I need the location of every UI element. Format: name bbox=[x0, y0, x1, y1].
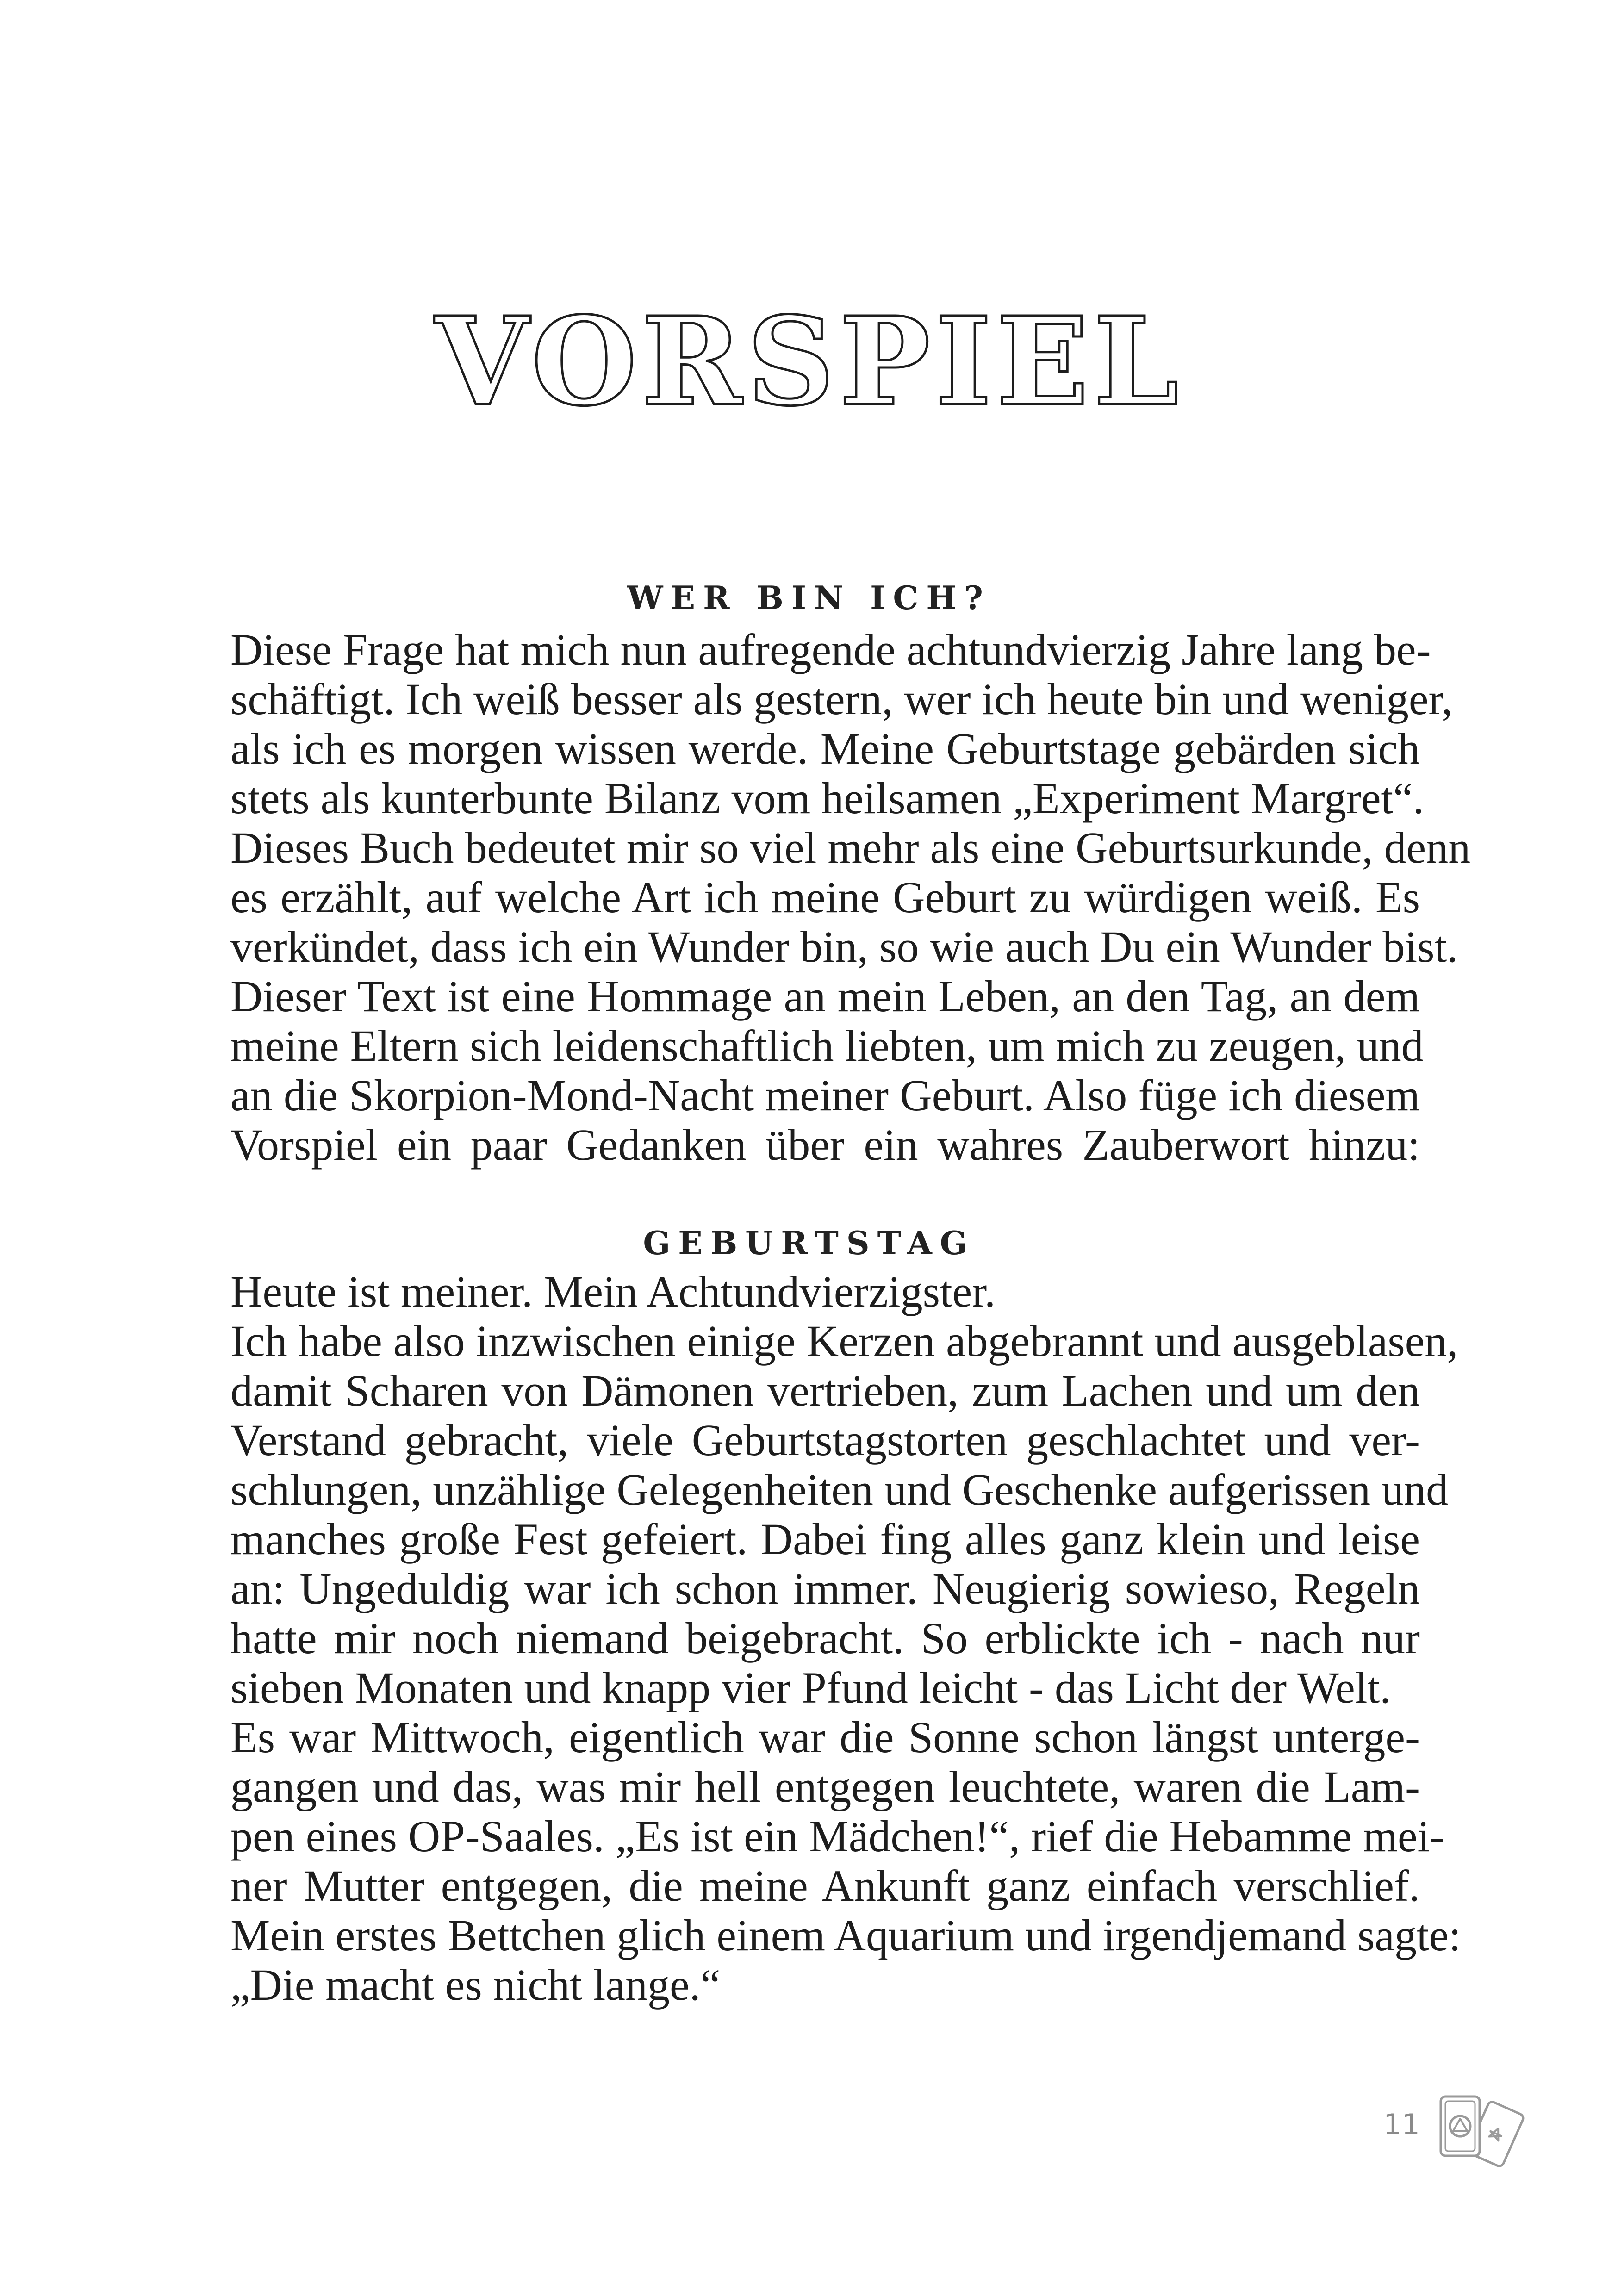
text-line: Es war Mittwoch, eigentlich war die Sonne schon längst unterge- bbox=[230, 1712, 1420, 1762]
text-line: an: Ungeduldig war ich schon immer. Neugierig sowieso, Regeln bbox=[230, 1564, 1420, 1613]
text-line: sieben Monaten und knapp vier Pfund leicht - das Licht der Welt. bbox=[230, 1663, 1391, 1712]
page-number: 11 bbox=[1383, 2108, 1420, 2141]
text-line: gangen und das, was mir hell entgegen leuchtete, waren die Lam- bbox=[230, 1762, 1420, 1811]
text-line: Mein erstes Bettchen glich einem Aquarium und irgendjemand sagte: bbox=[230, 1910, 1461, 1960]
text-line: Heute ist meiner. Mein Achtundvierzigster. bbox=[230, 1267, 996, 1316]
text-line: Ich habe also inzwischen einige Kerzen abgebrannt und ausgeblasen, bbox=[230, 1316, 1458, 1366]
paragraph-geburtstag bbox=[230, 1267, 1461, 2010]
section-heading-geburtstag: GEBURTSTAG bbox=[643, 1225, 975, 1262]
text-line: hatte mir noch niemand beigebracht. So erblickte ich - nach nur bbox=[230, 1613, 1420, 1663]
text-line: schäftigt. Ich weiß besser als gestern, wer ich heute bin und weniger, bbox=[230, 674, 1453, 724]
text-line: an die Skorpion-Mond-Nacht meiner Geburt. Also füge ich diesem bbox=[230, 1070, 1420, 1120]
text-line: als ich es morgen wissen werde. Meine Geburtstage gebärden sich bbox=[230, 724, 1420, 773]
text-line: stets als kunterbunte Bilanz vom heilsamen „Experiment Margret“. bbox=[230, 773, 1424, 823]
text-line: Dieser Text ist eine Hommage an mein Leben, an den Tag, an dem bbox=[230, 971, 1420, 1021]
text-line: „Die macht es nicht lange.“ bbox=[230, 1960, 721, 2010]
text-line: meine Eltern sich leidenschaftlich liebten, um mich zu zeugen, und bbox=[230, 1021, 1424, 1070]
text-line: Verstand gebracht, viele Geburtstagstorten geschlachtet und ver- bbox=[230, 1415, 1420, 1465]
text-line: Vorspiel ein paar Gedanken über ein wahres Zauberwort hinzu: bbox=[230, 1120, 1420, 1170]
text-line: Diese Frage hat mich nun aufregende achtundvierzig Jahre lang be- bbox=[230, 625, 1431, 674]
chapter-title: VORSPIEL bbox=[435, 290, 1183, 433]
text-line: Dieses Buch bedeutet mir so viel mehr als eine Geburtsurkunde, denn bbox=[230, 823, 1471, 872]
text-line: verkündet, dass ich ein Wunder bin, so wie auch Du ein Wunder bist. bbox=[230, 922, 1458, 971]
text-line: damit Scharen von Dämonen vertrieben, zum Lachen und um den bbox=[230, 1366, 1420, 1415]
text-line: schlungen, unzählige Gelegenheiten und Geschenke aufgerissen und bbox=[230, 1465, 1449, 1514]
text-line: es erzählt, auf welche Art ich meine Geburt zu würdigen weiß. Es bbox=[230, 872, 1420, 922]
text-line: ner Mutter entgegen, die meine Ankunft ganz einfach verschlief. bbox=[230, 1861, 1420, 1910]
section-heading-wer-bin-ich: WER BIN ICH? bbox=[627, 579, 991, 617]
text-line: pen eines OP-Saales. „Es ist ein Mädchen!“, rief die Hebamme mei- bbox=[230, 1811, 1445, 1861]
paragraph-wer-bin-ich bbox=[230, 625, 1471, 1170]
tarot-cards-icon bbox=[1432, 2087, 1525, 2180]
text-line: manches große Fest gefeiert. Dabei fing alles ganz klein und leise bbox=[230, 1514, 1420, 1564]
